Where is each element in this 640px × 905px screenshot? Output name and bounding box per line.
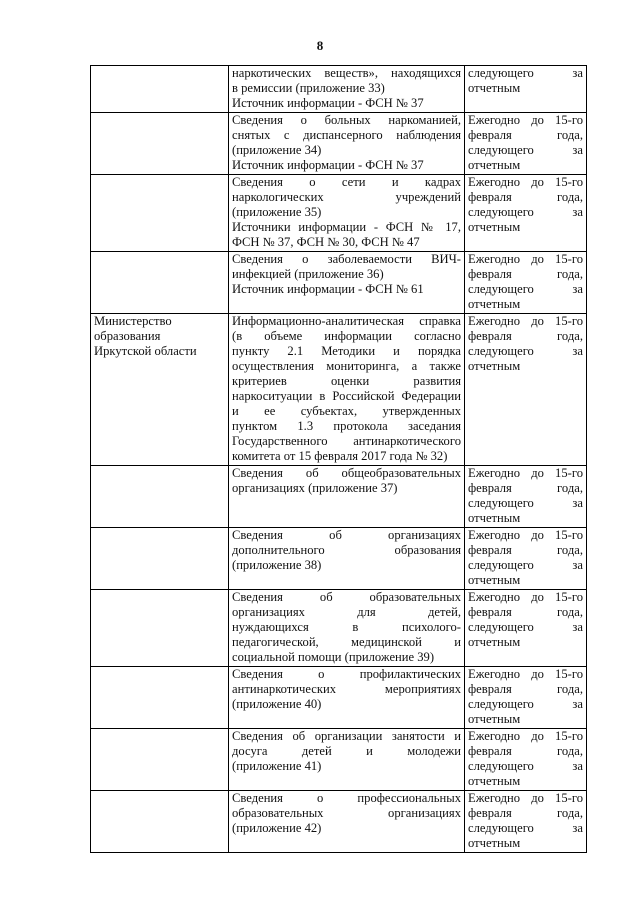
table-body	[91, 66, 587, 853]
deadline-line: Ежегодно до 15-го	[468, 466, 583, 480]
description-line: социальной помощи (приложение 39)	[232, 650, 435, 664]
description-line: Информационно-аналитическая справка	[232, 314, 461, 328]
deadline-line: отчетным	[468, 158, 521, 172]
table-row	[91, 528, 587, 590]
description-line: пункту 2.1 Методики и порядка	[232, 344, 461, 358]
table-row	[91, 175, 587, 252]
deadline-cell	[465, 667, 587, 729]
description-line: Сведения о сети и кадрах	[232, 175, 461, 189]
table-row	[91, 466, 587, 528]
deadline-line: следующего за	[468, 496, 583, 510]
description-cell	[229, 314, 465, 466]
description-line: пунктом 1.3 протокола заседания	[232, 419, 461, 433]
description-cell	[229, 590, 465, 667]
description-line: Источник информации - ФСН № 37	[232, 158, 424, 172]
description-line: снятых с диспансерного наблюдения	[232, 128, 461, 142]
deadline-line: Ежегодно до 15-го	[468, 590, 583, 604]
deadline-line: следующего за	[468, 344, 583, 358]
description-line: (в объеме информации согласно	[232, 329, 461, 343]
table-row	[91, 113, 587, 175]
deadline-line: отчетным	[468, 297, 521, 311]
description-cell	[229, 729, 465, 791]
table-row	[91, 252, 587, 314]
organization-cell	[91, 590, 229, 667]
deadline-line: отчетным	[468, 836, 521, 850]
description-line: организациях (приложение 37)	[232, 481, 398, 495]
deadline-line: Ежегодно до 15-го	[468, 314, 583, 328]
deadline-line: февраля года,	[468, 329, 583, 343]
description-line: осуществления мониторинга, а также	[232, 359, 461, 373]
description-cell	[229, 667, 465, 729]
description-line: Сведения о больных наркоманией,	[232, 113, 461, 127]
deadline-cell	[465, 252, 587, 314]
description-line: Источники информации - ФСН № 17,	[232, 220, 461, 234]
description-line: Государственного антинаркотического	[232, 434, 461, 448]
deadline-line: Ежегодно до 15-го	[468, 175, 583, 189]
description-line: инфекцией (приложение 36)	[232, 267, 384, 281]
description-line: (приложение 34)	[232, 143, 322, 157]
description-line: педагогической, медицинской и	[232, 635, 461, 649]
deadline-cell	[465, 590, 587, 667]
description-cell	[229, 175, 465, 252]
deadline-line: февраля года,	[468, 190, 583, 204]
deadline-line: следующего за	[468, 143, 583, 157]
deadline-line: отчетным	[468, 511, 521, 525]
description-line: наркотических веществ», находящихся	[232, 66, 461, 80]
deadline-line: Ежегодно до 15-го	[468, 252, 583, 266]
deadline-line: следующего за	[468, 282, 583, 296]
organization-cell	[91, 113, 229, 175]
deadline-cell	[465, 314, 587, 466]
description-cell	[229, 791, 465, 853]
table-row	[91, 791, 587, 853]
organization-cell	[91, 791, 229, 853]
deadline-cell	[465, 466, 587, 528]
deadline-line: февраля года,	[468, 267, 583, 281]
organization-cell	[91, 175, 229, 252]
description-cell	[229, 252, 465, 314]
description-line: и ее субъектах, утвержденных	[232, 404, 461, 418]
deadline-line: февраля года,	[468, 128, 583, 142]
deadline-line: следующего за	[468, 821, 583, 835]
deadline-line: следующего за	[468, 620, 583, 634]
description-line: Сведения о профессиональных	[232, 791, 461, 805]
deadline-line: Ежегодно до 15-го	[468, 729, 583, 743]
deadline-line: отчетным	[468, 81, 521, 95]
deadline-cell	[465, 175, 587, 252]
organization-cell	[91, 528, 229, 590]
description-line: Сведения об общеобразовательных	[232, 466, 461, 480]
deadline-line: отчетным	[468, 359, 521, 373]
table-row	[91, 729, 587, 791]
description-line: Источник информации - ФСН № 61	[232, 282, 424, 296]
description-line: наркоситуации в Российской Федерации	[232, 389, 461, 403]
description-line: образовательных организациях	[232, 806, 461, 820]
deadline-line: февраля года,	[468, 682, 583, 696]
table-row	[91, 667, 587, 729]
deadline-cell	[465, 791, 587, 853]
organization-cell	[91, 252, 229, 314]
deadline-line: отчетным	[468, 220, 521, 234]
deadline-line: отчетным	[468, 573, 521, 587]
deadline-line: следующего за	[468, 759, 583, 773]
description-cell	[229, 466, 465, 528]
organization-cell	[91, 667, 229, 729]
description-line: (приложение 41)	[232, 759, 322, 773]
organization-cell	[91, 466, 229, 528]
deadline-line: Ежегодно до 15-го	[468, 113, 583, 127]
organization-cell: Министерство образования Иркутской области	[91, 314, 229, 466]
page-number: 8	[316, 38, 324, 53]
deadline-line: февраля года,	[468, 744, 583, 758]
description-cell	[229, 528, 465, 590]
deadline-line: следующего за	[468, 558, 583, 572]
deadline-cell	[465, 66, 587, 113]
deadline-line: февраля года,	[468, 605, 583, 619]
description-line: (приложение 42)	[232, 821, 322, 835]
table-row	[91, 590, 587, 667]
description-line: критериев оценки развития	[232, 374, 461, 388]
deadline-line: февраля года,	[468, 543, 583, 557]
description-line: нуждающихся в психолого-	[232, 620, 461, 634]
table-row	[91, 66, 587, 113]
description-line: Сведения об организации занятости и	[232, 729, 461, 743]
description-line: комитета от 15 февраля 2017 года № 32)	[232, 449, 448, 463]
description-cell	[229, 66, 465, 113]
description-line: Сведения об организациях	[232, 528, 461, 542]
description-line: досуга детей и молодежи	[232, 744, 461, 758]
deadline-cell	[465, 113, 587, 175]
deadline-line: отчетным	[468, 712, 521, 726]
deadline-line: февраля года,	[468, 806, 583, 820]
description-cell	[229, 113, 465, 175]
deadline-line: Ежегодно до 15-го	[468, 791, 583, 805]
description-line: дополнительного образования	[232, 543, 461, 557]
reporting-table	[90, 65, 587, 853]
deadline-line: Ежегодно до 15-го	[468, 667, 583, 681]
deadline-line: отчетным	[468, 774, 521, 788]
description-line: в ремиссии (приложение 33)	[232, 81, 385, 95]
description-line: Сведения об образовательных	[232, 590, 461, 604]
deadline-line: отчетным	[468, 635, 521, 649]
description-line: Источник информации - ФСН № 37	[232, 96, 424, 110]
organization-cell	[91, 66, 229, 113]
description-line: наркологических учреждений	[232, 190, 461, 204]
deadline-line: Ежегодно до 15-го	[468, 528, 583, 542]
description-line: антинаркотических мероприятиях	[232, 682, 461, 696]
organization-cell	[91, 729, 229, 791]
table-row	[91, 314, 587, 466]
deadline-cell	[465, 528, 587, 590]
deadline-line: следующего за	[468, 697, 583, 711]
description-line: ФСН № 37, ФСН № 30, ФСН № 47	[232, 235, 420, 249]
deadline-line: следующего за	[468, 66, 583, 80]
description-line: (приложение 40)	[232, 697, 322, 711]
description-line: организациях для детей,	[232, 605, 461, 619]
deadline-line: следующего за	[468, 205, 583, 219]
deadline-cell	[465, 729, 587, 791]
description-line: Сведения о профилактических	[232, 667, 461, 681]
description-line: Сведения о заболеваемости ВИЧ-	[232, 252, 461, 266]
description-line: (приложение 38)	[232, 558, 322, 572]
deadline-line: февраля года,	[468, 481, 583, 495]
description-line: (приложение 35)	[232, 205, 322, 219]
